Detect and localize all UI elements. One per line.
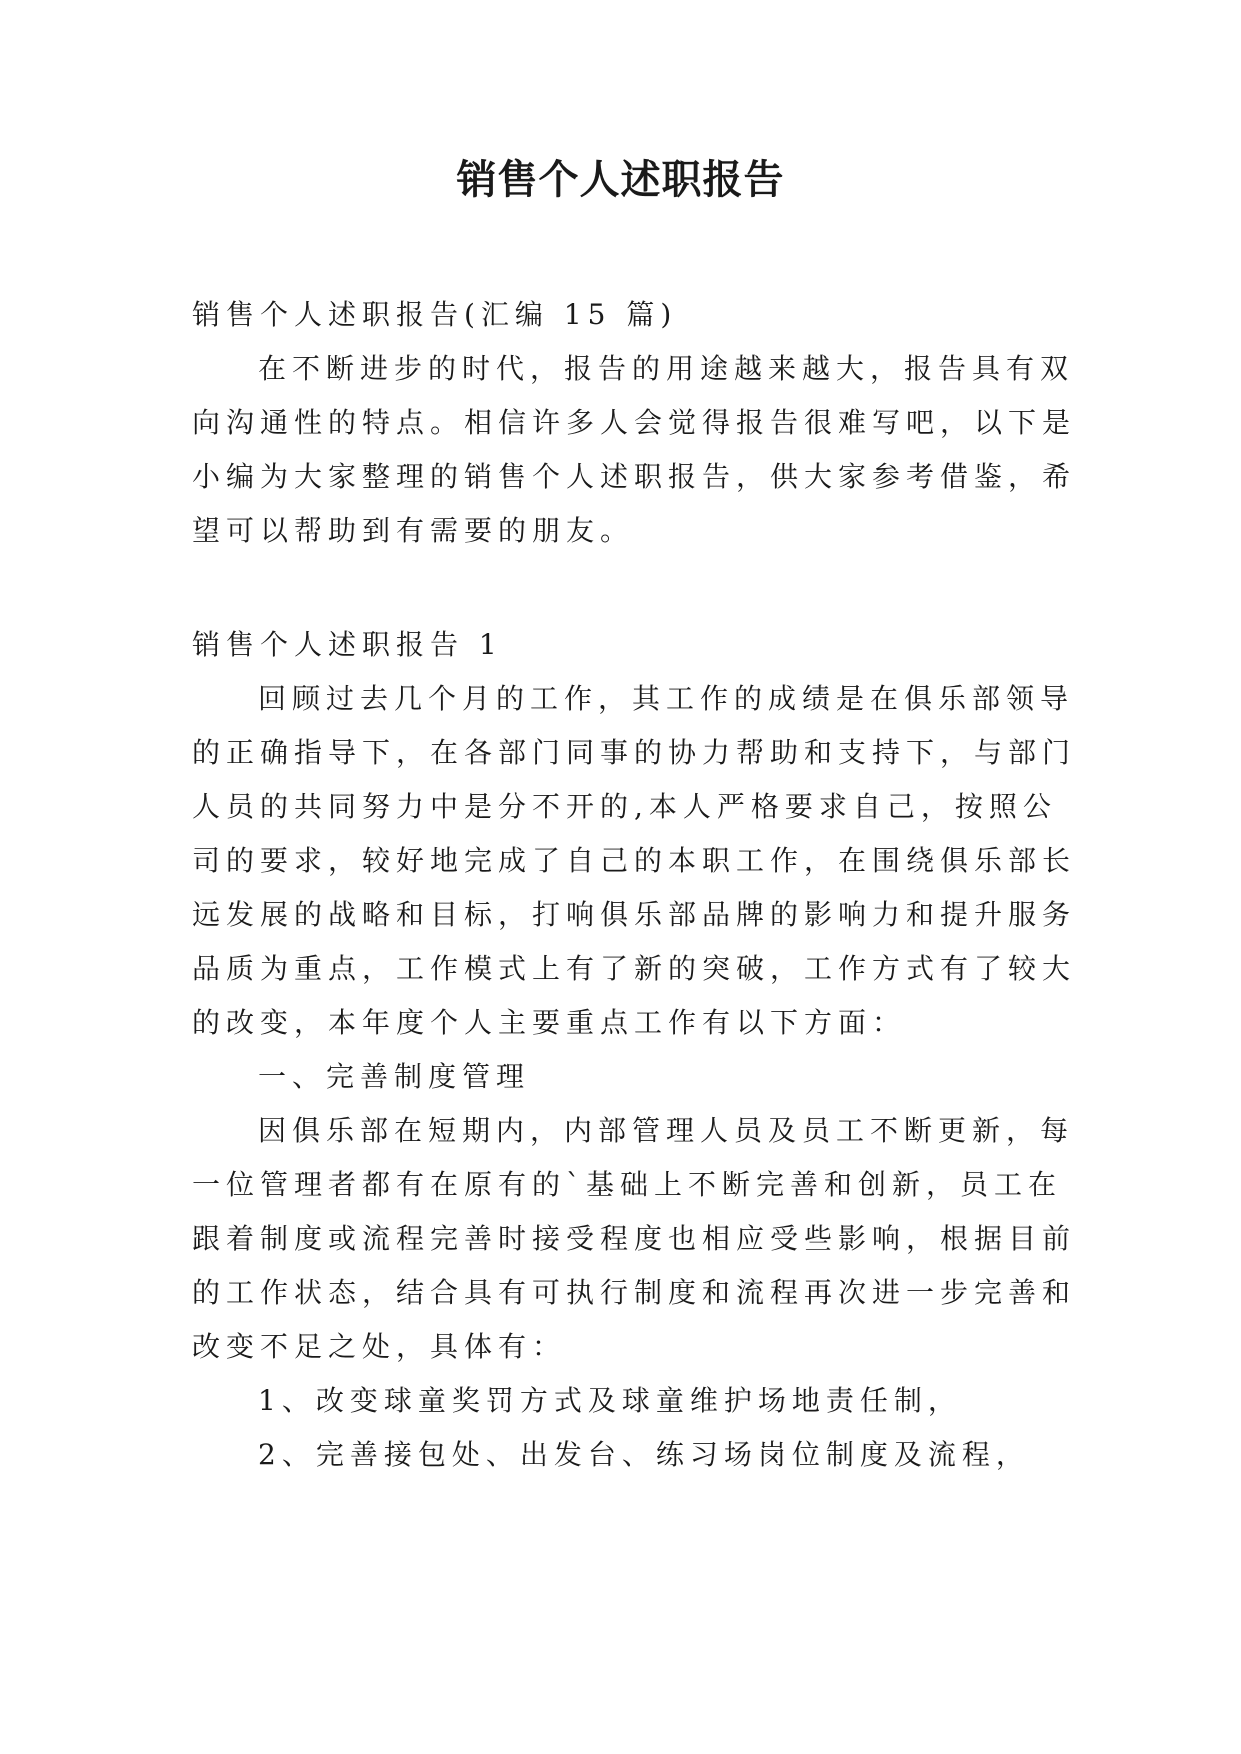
list-item: 2、完善接包处、出发台、练习场岗位制度及流程，: [258, 1438, 1030, 1471]
paragraph-line: 在不断进步的时代，报告的用途越来越大，报告具有双: [258, 352, 1075, 385]
section-spacer: [192, 558, 1054, 618]
section1-paragraph-1: [192, 672, 1077, 1050]
paragraph-line: 改变不足之处，具体有：: [192, 1330, 567, 1363]
paragraph-line: 因俱乐部在短期内，内部管理人员及员工不断更新，每: [258, 1114, 1075, 1147]
intro-paragraph: [192, 342, 1077, 558]
document-subtitle: 销售个人述职报告(汇编 15 篇): [192, 298, 678, 331]
paragraph-line: 人员的共同努力中是分不开的,本人严格要求自己，按照公: [192, 790, 1057, 823]
paragraph-line: 的正确指导下，在各部门同事的协力帮助和支持下，与部门: [192, 736, 1077, 769]
paragraph-line: 望可以帮助到有需要的朋友。: [192, 514, 635, 547]
paragraph-line: 远发展的战略和目标，打响俱乐部品牌的影响力和提升服务: [192, 898, 1077, 931]
paragraph-line: 的改变，本年度个人主要重点工作有以下方面：: [192, 1006, 907, 1039]
paragraph-line: 跟着制度或流程完善时接受程度也相应受些影响，根据目前: [192, 1222, 1077, 1255]
subheading: 一、完善制度管理: [258, 1060, 531, 1093]
paragraph-line: 司的要求，较好地完成了自己的本职工作，在围绕俱乐部长: [192, 844, 1077, 877]
document-body: [192, 288, 1077, 1482]
section1-paragraph-2: [192, 1104, 1077, 1374]
numbered-list: [192, 1374, 1054, 1482]
paragraph-line: 小编为大家整理的销售个人述职报告，供大家参考借鉴，希: [192, 460, 1077, 493]
list-item: 1、改变球童奖罚方式及球童维护场地责任制，: [258, 1384, 962, 1417]
paragraph-line: 一位管理者都有在原有的`基础上不断完善和创新，员工在: [192, 1168, 1063, 1201]
paragraph-line: 的工作状态，结合具有可执行制度和流程再次进一步完善和: [192, 1276, 1077, 1309]
paragraph-line: 向沟通性的特点。相信许多人会觉得报告很难写吧，以下是: [192, 406, 1077, 439]
paragraph-line: 回顾过去几个月的工作，其工作的成绩是在俱乐部领导: [258, 682, 1075, 715]
paragraph-line: 品质为重点，工作模式上有了新的突破，工作方式有了较大: [192, 952, 1077, 985]
section-heading: 销售个人述职报告 1: [192, 628, 503, 661]
document-title: 销售个人述职报告: [456, 156, 785, 203]
